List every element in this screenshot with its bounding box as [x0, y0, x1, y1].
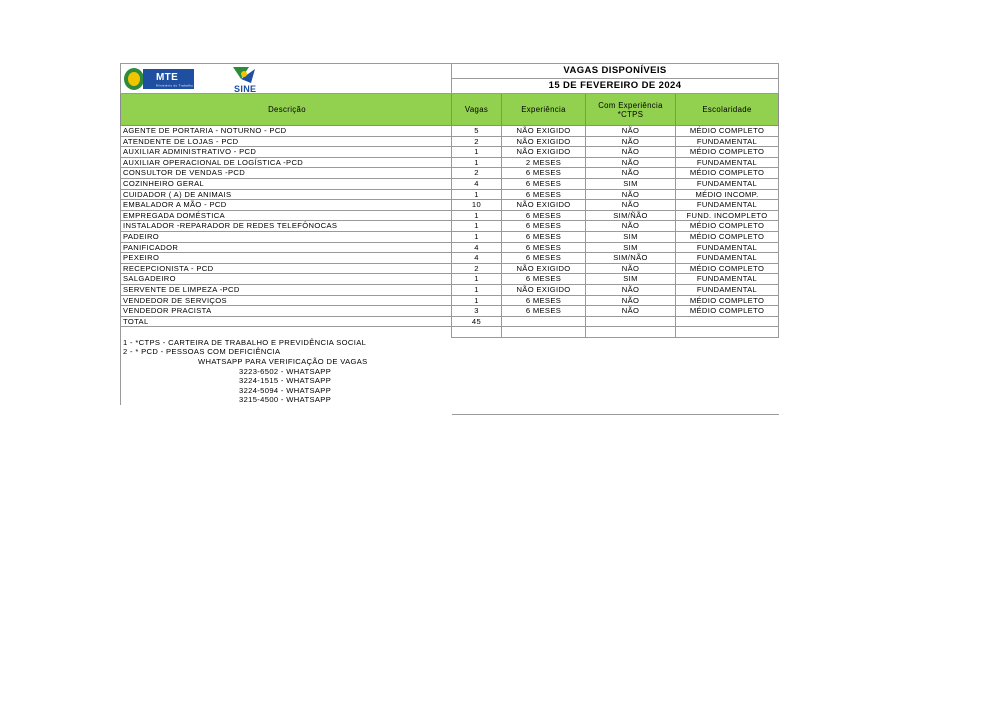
note-spacer	[452, 347, 779, 357]
cell-vagas: 2	[452, 168, 502, 179]
cell-descricao: PADEIRO	[121, 231, 452, 242]
empty-cell	[121, 327, 452, 338]
table-row	[121, 210, 779, 221]
whatsapp-title: WHATSAPP PARA VERIFICAÇÃO DE VAGAS	[121, 357, 452, 367]
cell-descricao: AUXILIAR ADMINISTRATIVO - PCD	[121, 147, 452, 158]
cell-experiencia: NÃO EXIGIDO	[502, 284, 586, 295]
table-row	[121, 221, 779, 232]
cell-vagas: 3	[452, 306, 502, 317]
cell-descricao: EMPREGADA DOMÉSTICA	[121, 210, 452, 221]
cell-experiencia: 2 MESES	[502, 157, 586, 168]
cell-descricao: INSTALADOR -REPARADOR DE REDES TELEFÔNOCAS	[121, 221, 452, 232]
table-row	[121, 136, 779, 147]
cell-escolaridade: MÉDIO COMPLETO	[676, 221, 779, 232]
cell-experiencia: 6 MESES	[502, 168, 586, 179]
cell-ctps: NÃO	[586, 200, 676, 211]
mte-logo-subtext: Ministério do Trabalho e Emprego	[156, 83, 213, 88]
cell-descricao: SERVENTE DE LIMPEZA -PCD	[121, 284, 452, 295]
empty-cell	[502, 327, 586, 338]
cell-ctps: NÃO	[586, 189, 676, 200]
whatsapp-phone: 3224-5094 - WHATSAPP	[121, 386, 452, 396]
col-header-vagas: Vagas	[452, 94, 502, 126]
cell-ctps: NÃO	[586, 284, 676, 295]
cell-ctps: SIM	[586, 231, 676, 242]
cell-experiencia: 6 MESES	[502, 178, 586, 189]
cell-escolaridade: MÉDIO COMPLETO	[676, 295, 779, 306]
cell-experiencia: 6 MESES	[502, 189, 586, 200]
cell-experiencia: 6 MESES	[502, 253, 586, 264]
cell-vagas: 1	[452, 274, 502, 285]
cell-descricao: CUIDADOR ( A) DE ANIMAIS	[121, 189, 452, 200]
table-row	[121, 295, 779, 306]
cell-escolaridade: FUNDAMENTAL	[676, 274, 779, 285]
cell-descricao: AUXILIAR OPERACIONAL DE LOGÍSTICA -PCD	[121, 157, 452, 168]
empty-cell	[452, 327, 502, 338]
cell-escolaridade: FUNDAMENTAL	[676, 242, 779, 253]
vacancies-table	[120, 63, 779, 415]
cell-experiencia: 6 MESES	[502, 210, 586, 221]
table-row	[121, 284, 779, 295]
cell-ctps: SIM	[586, 274, 676, 285]
cell-escolaridade: FUNDAMENTAL	[676, 157, 779, 168]
table-row	[121, 274, 779, 285]
sine-logo-text: SINE	[234, 84, 257, 94]
cell-vagas: 10	[452, 200, 502, 211]
cell-ctps: NÃO	[586, 168, 676, 179]
table-row	[121, 147, 779, 158]
note-spacer	[452, 376, 779, 386]
cell-escolaridade: FUNDAMENTAL	[676, 136, 779, 147]
whatsapp-phone: 3215-4500 - WHATSAPP	[121, 395, 452, 405]
col-header-descricao: Descrição	[121, 94, 452, 126]
cell-ctps: SIM/NÃO	[586, 253, 676, 264]
note-spacer	[452, 405, 779, 415]
whatsapp-phone: 3223-6502 - WHATSAPP	[121, 367, 452, 377]
cell-vagas: 4	[452, 178, 502, 189]
cell-escolaridade: FUND. INCOMPLETO	[676, 210, 779, 221]
cell-ctps: NÃO	[586, 147, 676, 158]
cell-vagas: 1	[452, 210, 502, 221]
note-row	[121, 347, 779, 357]
note-row	[121, 386, 779, 396]
note-spacer	[121, 405, 452, 415]
total-value: 45	[452, 316, 502, 327]
cell-ctps: NÃO	[586, 126, 676, 137]
table-row	[121, 126, 779, 137]
cell-vagas: 4	[452, 242, 502, 253]
table-row	[121, 189, 779, 200]
cell-ctps: NÃO	[586, 136, 676, 147]
note-row	[121, 367, 779, 377]
cell-descricao: VENDEDOR DE SERVIÇOS	[121, 295, 452, 306]
cell-experiencia: 6 MESES	[502, 231, 586, 242]
note-row	[121, 357, 779, 367]
cell-experiencia: 6 MESES	[502, 242, 586, 253]
cell-escolaridade: MÉDIO COMPLETO	[676, 263, 779, 274]
cell-escolaridade: MÉDIO COMPLETO	[676, 306, 779, 317]
cell-descricao: PANIFICADOR	[121, 242, 452, 253]
report-date: 15 DE FEVEREIRO DE 2024	[452, 79, 779, 94]
cell-ctps: SIM	[586, 242, 676, 253]
whatsapp-phone: 3224-1515 - WHATSAPP	[121, 376, 452, 386]
empty-cell	[586, 327, 676, 338]
cell-descricao: PEXEIRO	[121, 253, 452, 264]
table-row	[121, 200, 779, 211]
note-spacer	[452, 386, 779, 396]
cell-escolaridade: MÉDIO COMPLETO	[676, 168, 779, 179]
table-row	[121, 263, 779, 274]
cell-experiencia: NÃO EXIGIDO	[502, 136, 586, 147]
cell-escolaridade: FUNDAMENTAL	[676, 253, 779, 264]
note-spacer	[452, 395, 779, 405]
cell-escolaridade: FUNDAMENTAL	[676, 178, 779, 189]
cell-descricao: VENDEDOR PRACISTA	[121, 306, 452, 317]
cell-descricao: CONSULTOR DE VENDAS -PCD	[121, 168, 452, 179]
page-title: VAGAS DISPONÍVEIS	[452, 64, 779, 79]
cell-vagas: 1	[452, 284, 502, 295]
cell-ctps: SIM	[586, 178, 676, 189]
cell-experiencia: 6 MESES	[502, 295, 586, 306]
note-row	[121, 376, 779, 386]
cell-escolaridade: MÉDIO COMPLETO	[676, 147, 779, 158]
cell-escolaridade: MÉDIO COMPLETO	[676, 231, 779, 242]
col-header-escolaridade: Escolaridade	[676, 94, 779, 126]
empty-row	[121, 327, 779, 338]
cell-vagas: 1	[452, 231, 502, 242]
cell-vagas: 5	[452, 126, 502, 137]
cell-vagas: 1	[452, 189, 502, 200]
empty-cell	[676, 327, 779, 338]
cell-descricao: COZINHEIRO GERAL	[121, 178, 452, 189]
cell-descricao: SALGADEIRO	[121, 274, 452, 285]
note-spacer	[452, 357, 779, 367]
cell-escolaridade: FUNDAMENTAL	[676, 200, 779, 211]
empty-cell	[502, 316, 586, 327]
total-label: TOTAL	[121, 316, 452, 327]
cell-experiencia: NÃO EXIGIDO	[502, 147, 586, 158]
total-row	[121, 316, 779, 327]
note-spacer	[452, 367, 779, 377]
cell-escolaridade: MÉDIO INCOMP.	[676, 189, 779, 200]
table-row	[121, 168, 779, 179]
cell-ctps: NÃO	[586, 157, 676, 168]
cell-experiencia: 6 MESES	[502, 274, 586, 285]
cell-vagas: 4	[452, 253, 502, 264]
col-header-ctps: Com Experiência *CTPS	[586, 94, 676, 126]
col-header-experiencia: Experiência	[502, 94, 586, 126]
column-header-row	[121, 94, 779, 126]
table-row	[121, 253, 779, 264]
cell-vagas: 1	[452, 147, 502, 158]
cell-ctps: NÃO	[586, 306, 676, 317]
cell-experiencia: NÃO EXIGIDO	[502, 126, 586, 137]
cell-experiencia: NÃO EXIGIDO	[502, 200, 586, 211]
cell-ctps: NÃO	[586, 263, 676, 274]
note-spacer	[452, 337, 779, 347]
cell-experiencia: 6 MESES	[502, 221, 586, 232]
note-row	[121, 337, 779, 347]
note-ctps: 1 - *CTPS - CARTEIRA DE TRABALHO E PREVIDÊNCIA SOCIAL	[121, 337, 452, 347]
spreadsheet	[120, 63, 778, 415]
cell-escolaridade: FUNDAMENTAL	[676, 284, 779, 295]
cell-vagas: 1	[452, 157, 502, 168]
cell-descricao: RECEPCIONISTA - PCD	[121, 263, 452, 274]
empty-cell	[586, 316, 676, 327]
cell-descricao: EMBALADOR A MÃO - PCD	[121, 200, 452, 211]
cell-vagas: 2	[452, 263, 502, 274]
cell-descricao: ATENDENTE DE LOJAS - PCD	[121, 136, 452, 147]
cell-ctps: SIM/ÑÃO	[586, 210, 676, 221]
note-row	[121, 405, 779, 415]
cell-ctps: NÃO	[586, 221, 676, 232]
mte-logo	[123, 66, 213, 92]
cell-vagas: 1	[452, 221, 502, 232]
cell-experiencia: 6 MESES	[502, 306, 586, 317]
cell-experiencia: NÃO EXIGIDO	[502, 263, 586, 274]
note-row	[121, 395, 779, 405]
table-row	[121, 178, 779, 189]
sine-logo	[229, 65, 259, 93]
mte-logo-text: MTE	[156, 72, 179, 83]
cell-escolaridade: MÉDIO COMPLETO	[676, 126, 779, 137]
cell-vagas: 1	[452, 295, 502, 306]
table-row	[121, 157, 779, 168]
logo-cell	[121, 64, 452, 94]
cell-ctps: NÃO	[586, 295, 676, 306]
note-pcd: 2 - * PCD - PESSOAS COM DEFICIÊNCIA	[121, 347, 452, 357]
table-row	[121, 231, 779, 242]
table-row	[121, 306, 779, 317]
cell-vagas: 2	[452, 136, 502, 147]
cell-descricao: AGENTE DE PORTARIA - NOTURNO - PCD	[121, 126, 452, 137]
table-row	[121, 242, 779, 253]
empty-cell	[676, 316, 779, 327]
